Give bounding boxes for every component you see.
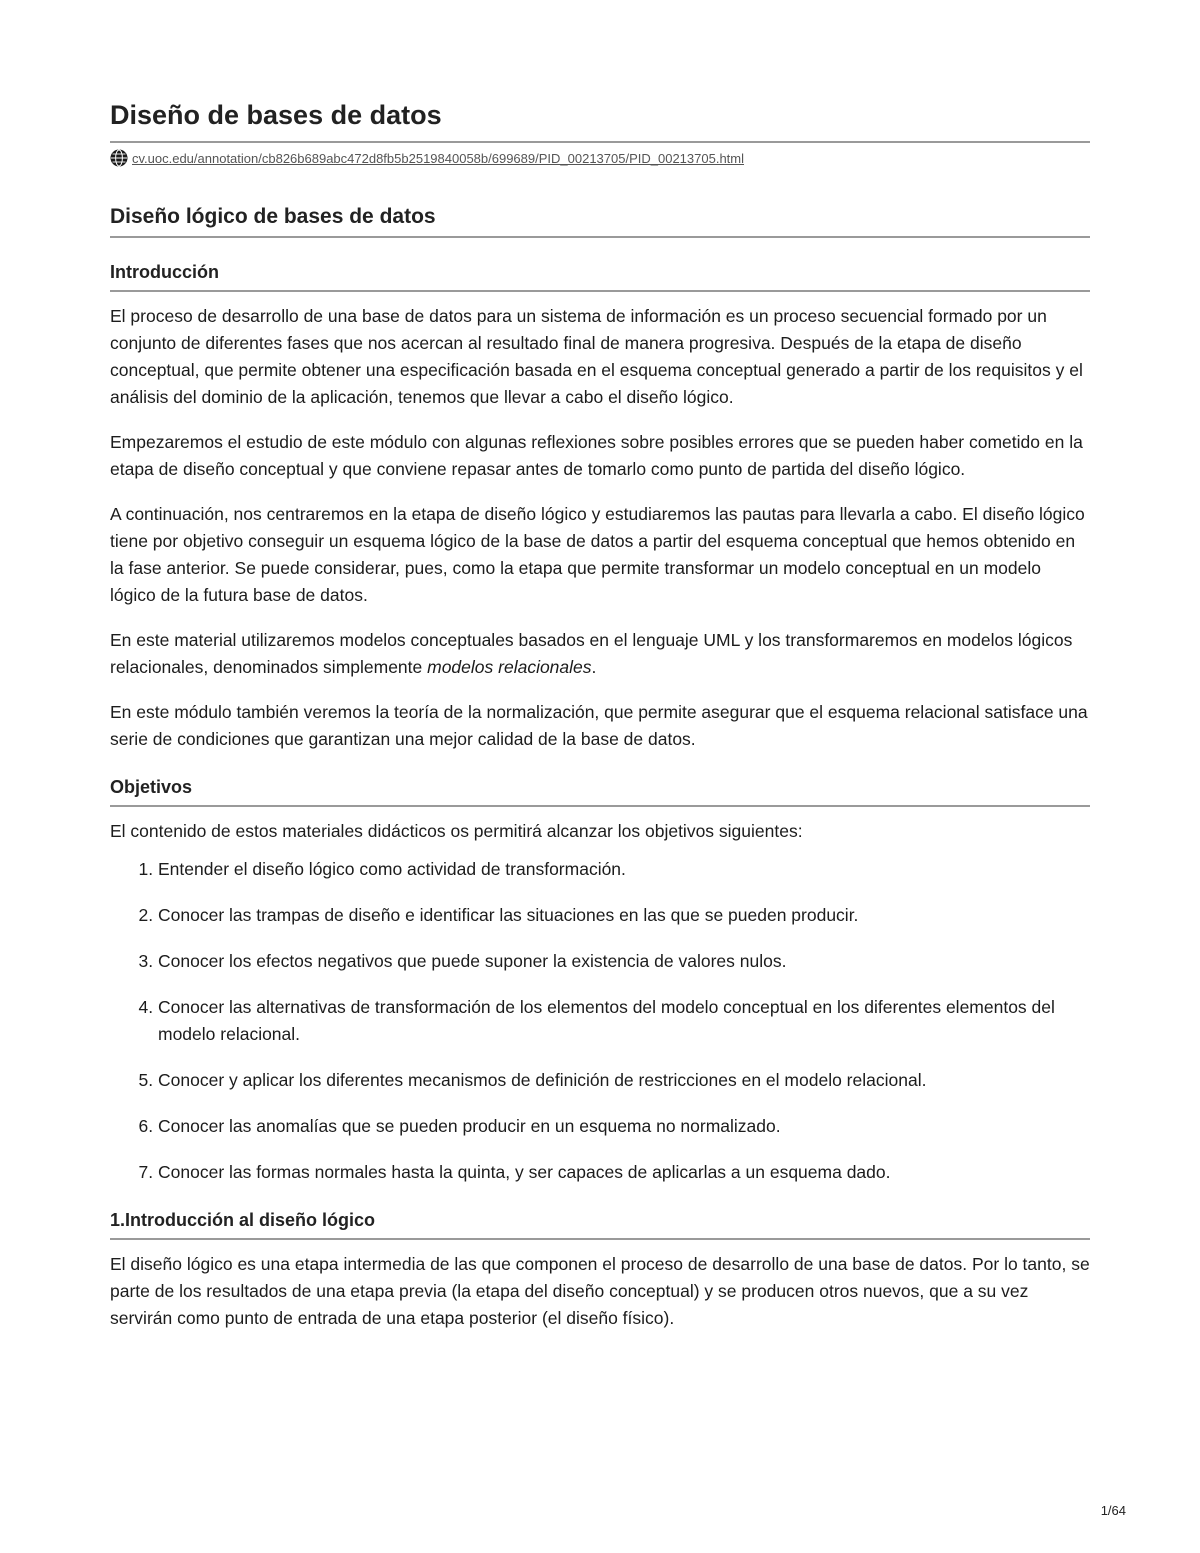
intro-paragraph-1: El proceso de desarrollo de una base de datos para un sistema de información es un proceso secuencial formado por un conjunto de diferentes fases que nos acercan al resultado final de manera progresiva. Después de la etapa de diseño conceptual, que permite obtener una especificación basada en el esquema conceptual generado a partir de los requisitos y el análisis del dominio de la aplicación, tenemos que llevar a cabo el diseño lógico. <box>110 306 1083 407</box>
objective-item: 5. Conocer y aplicar los diferentes mecanismos de definición de restricciones en el modelo relacional. <box>158 1067 1090 1094</box>
intro-paragraph-4: En este módulo también veremos la teoría de la normalización, que permite asegurar que el esquema relacional satisface una serie de condiciones que garantizan una mejor calidad de la base de datos. <box>110 702 1088 749</box>
objectives-heading: Objetivos <box>110 777 1090 807</box>
document-page <box>110 100 1090 1332</box>
intro-heading: Introducción <box>110 262 1090 292</box>
document-title: Diseño de bases de datos <box>110 100 1090 143</box>
objectives-lead: El contenido de estos materiales didácticos os permitirá alcanzar los objetivos siguientes: <box>110 821 803 841</box>
objective-item: 2. Conocer las trampas de diseño e identificar las situaciones en las que se pueden producir. <box>158 902 1090 929</box>
objectives-list <box>110 856 1090 1186</box>
globe-icon <box>110 149 128 167</box>
objective-item: 4. Conocer las alternativas de transformación de los elementos del modelo conceptual en los diferentes elementos del modelo relacional. <box>158 994 1090 1048</box>
page-indicator: 1/64 <box>1100 1503 1126 1518</box>
uml-emphasis: modelos relacionales <box>427 657 592 677</box>
intro-paragraph-2: Empezaremos el estudio de este módulo con algunas reflexiones sobre posibles errores que se pueden haber cometido en la etapa de diseño conceptual y que conviene repasar antes de tomarlo como punto de partida del diseño lógico. <box>110 432 1083 479</box>
section-title: Diseño lógico de bases de datos <box>110 205 1090 238</box>
objective-item: 1. Entender el diseño lógico como actividad de transformación. <box>158 856 1090 883</box>
chapter1-heading: 1.Introducción al diseño lógico <box>110 1210 1090 1240</box>
intro-paragraph-3: A continuación, nos centraremos en la etapa de diseño lógico y estudiaremos las pautas para llevarla a cabo. El diseño lógico tiene por objetivo conseguir un esquema lógico de la base de datos a partir del esquema conceptual que hemos obtenido en la fase anterior. Se puede considerar, pues, como la etapa que permite transformar un modelo conceptual en un modelo lógico de la futura base de datos. <box>110 504 1085 605</box>
objective-item: 7. Conocer las formas normales hasta la quinta, y ser capaces de aplicarlas a un esquema dado. <box>158 1159 1090 1186</box>
uml-text-after: . <box>591 657 597 677</box>
intro-paragraph-uml <box>110 627 1090 681</box>
objective-item: 6. Conocer las anomalías que se pueden producir en un esquema no normalizado. <box>158 1113 1090 1140</box>
source-line <box>110 149 1090 167</box>
source-url-link[interactable]: cv.uoc.edu/annotation/cb826b689abc472d8fb5b2519840058b/699689/PID_00213705/PID_00213705.html <box>132 150 745 166</box>
uml-text-before: En este material utilizaremos modelos conceptuales basados en el lenguaje UML y los transformaremos en modelos lógicos relacionales, denominados simplemente <box>110 630 1073 677</box>
chapter1-paragraph: El diseño lógico es una etapa intermedia de las que componen el proceso de desarrollo de una base de datos. Por lo tanto, se parte de los resultados de una etapa previa (la etapa del diseño conceptual) y se producen otros nuevos, que a su vez servirán como punto de entrada de una etapa posterior (el diseño físico). <box>110 1254 1090 1328</box>
objective-item: 3. Conocer los efectos negativos que puede suponer la existencia de valores nulos. <box>158 948 1090 975</box>
